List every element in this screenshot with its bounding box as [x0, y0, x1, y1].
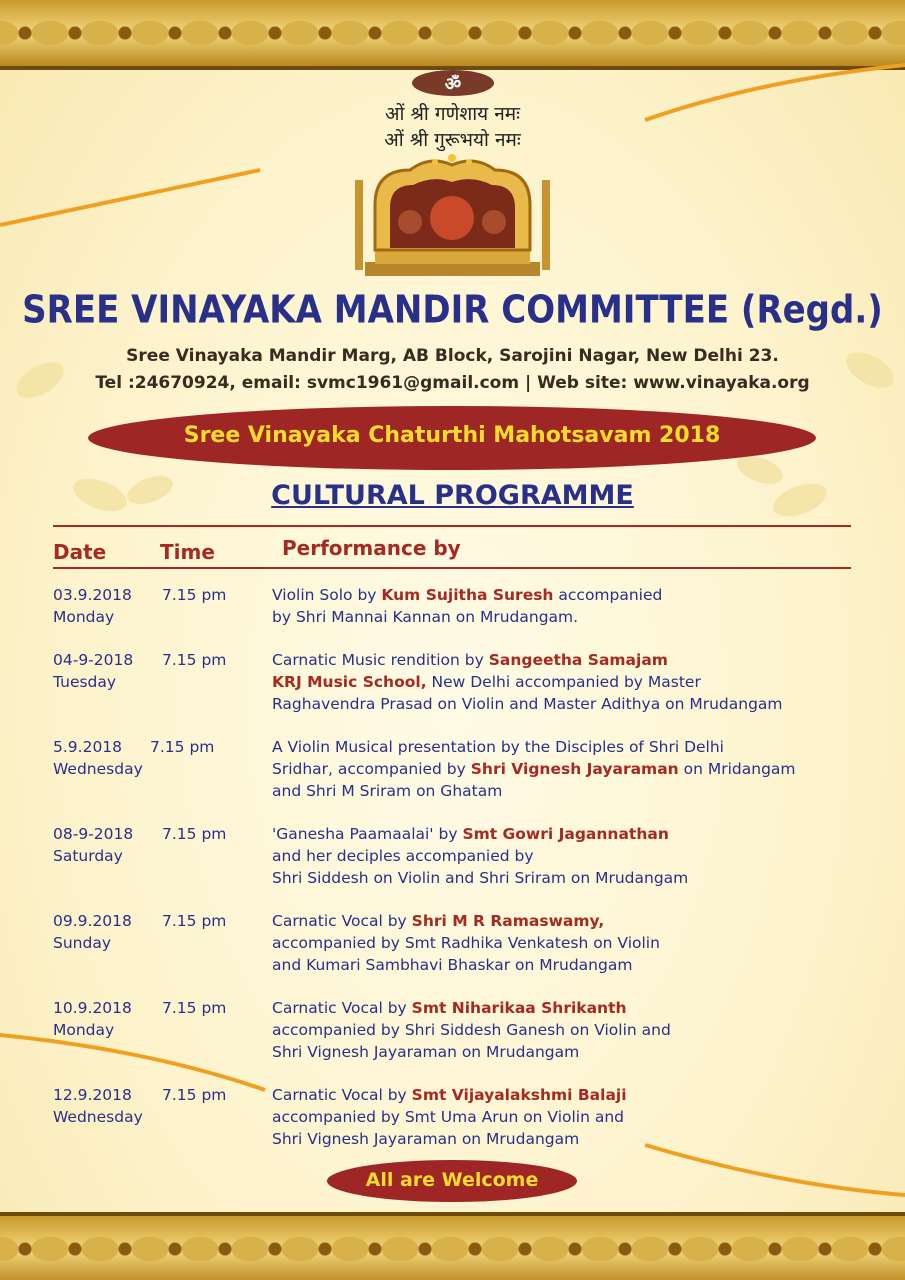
header-rule-bottom — [53, 567, 851, 569]
column-date: Date — [53, 540, 107, 564]
programme-title — [0, 480, 905, 511]
event-day: Monday — [53, 1021, 115, 1039]
mantra-line-1: ओं श्री गणेशाय नमः — [385, 103, 520, 125]
performer-name: Shri Vignesh Jayaraman — [470, 760, 679, 778]
festival-banner — [88, 406, 816, 470]
event-day: Wednesday — [53, 1108, 143, 1126]
contact-info: Tel :24670924, email: svmc1961@gmail.com | Web site: www.vinayaka.org — [95, 373, 810, 393]
performer-name: Kum Sujitha Suresh — [381, 586, 554, 604]
event-time: 7.15 pm — [162, 586, 227, 604]
event-performance: 'Ganesha Paamaalai' by Smt Gowri Jagannathan and her deciples accompanied by Shri Siddesh on Violin and Shri Sriram on Mrudangam — [272, 825, 689, 887]
event-performance: Carnatic Vocal by Smt Vijayalakshmi Balaji accompanied by Smt Uma Arun on Violin and Shri Vignesh Jayaraman on Mrudangam — [272, 1086, 627, 1148]
event-performance: A Violin Musical presentation by the Disciples of Shri Delhi Sridhar, accompanied by Shri Vignesh Jayaraman on Mridangam and Shri M Sriram on Ghatam — [272, 738, 796, 800]
address: Sree Vinayaka Mandir Marg, AB Block, Sarojini Nagar, New Delhi 23. — [126, 346, 779, 366]
event-time: 7.15 pm — [162, 999, 227, 1017]
om-symbol: ॐ — [444, 74, 462, 95]
event-date: 12.9.2018 — [53, 1086, 132, 1104]
column-performance: Performance by — [282, 536, 461, 560]
performer-name: Smt Vijayalakshmi Balaji — [411, 1086, 627, 1104]
event-time: 7.15 pm — [162, 825, 227, 843]
event-day: Saturday — [53, 847, 123, 865]
event-day: Wednesday — [53, 760, 143, 778]
mantra-line-2: ओं श्री गुरूभयो नमः — [384, 129, 521, 151]
performer-name: Sangeetha Samajam — [488, 651, 668, 669]
performer-name: Shri M R Ramaswamy, — [411, 912, 605, 930]
event-date: 03.9.2018 — [53, 586, 132, 604]
event-time: 7.15 pm — [150, 738, 215, 756]
festival-banner-text: Sree Vinayaka Chaturthi Mahotsavam 2018 — [183, 423, 721, 448]
event-date: 5.9.2018 — [53, 738, 123, 756]
column-time: Time — [160, 540, 215, 564]
programme-title-text: CULTURAL PROGRAMME — [271, 480, 634, 511]
performer-name: Smt Gowri Jagannathan — [462, 825, 669, 843]
event-time: 7.15 pm — [162, 912, 227, 930]
event-performance: Violin Solo by Kum Sujitha Suresh accompanied by Shri Mannai Kannan on Mrudangam. — [272, 586, 663, 626]
performer-name: KRJ Music School, — [272, 673, 427, 691]
om-emblem — [412, 70, 494, 96]
header-rule-top — [53, 525, 851, 527]
event-date: 04-9-2018 — [53, 651, 134, 669]
event-day: Tuesday — [53, 673, 117, 691]
event-date: 08-9-2018 — [53, 825, 134, 843]
event-performance: Carnatic Vocal by Smt Niharikaa Shrikanth accompanied by Shri Siddesh Ganesh on Violin and Shri Vignesh Jayaraman on Mrudangam — [272, 999, 671, 1061]
event-time: 7.15 pm — [162, 1086, 227, 1104]
welcome-badge — [327, 1160, 577, 1202]
event-day: Sunday — [53, 934, 111, 952]
event-day: Monday — [53, 608, 115, 626]
event-date: 09.9.2018 — [53, 912, 132, 930]
performer-name: Smt Niharikaa Shrikanth — [411, 999, 627, 1017]
event-performance: Carnatic Music rendition by Sangeetha Samajam KRJ Music School, New Delhi accompanied by Master Raghavendra Prasad on Violin and Master Adithya on Mrudangam — [272, 651, 783, 713]
event-performance: Carnatic Vocal by Shri M R Ramaswamy, accompanied by Smt Radhika Venkatesh on Violin and Kumari Sambhavi Bhaskar on Mrudangam — [272, 912, 660, 974]
committee-title: SREE VINAYAKA MANDIR COMMITTEE (Regd.) — [22, 287, 883, 333]
welcome-text: All are Welcome — [365, 1169, 539, 1191]
temple-deity-illustration — [355, 150, 550, 280]
event-time: 7.15 pm — [162, 651, 227, 669]
event-date: 10.9.2018 — [53, 999, 132, 1017]
